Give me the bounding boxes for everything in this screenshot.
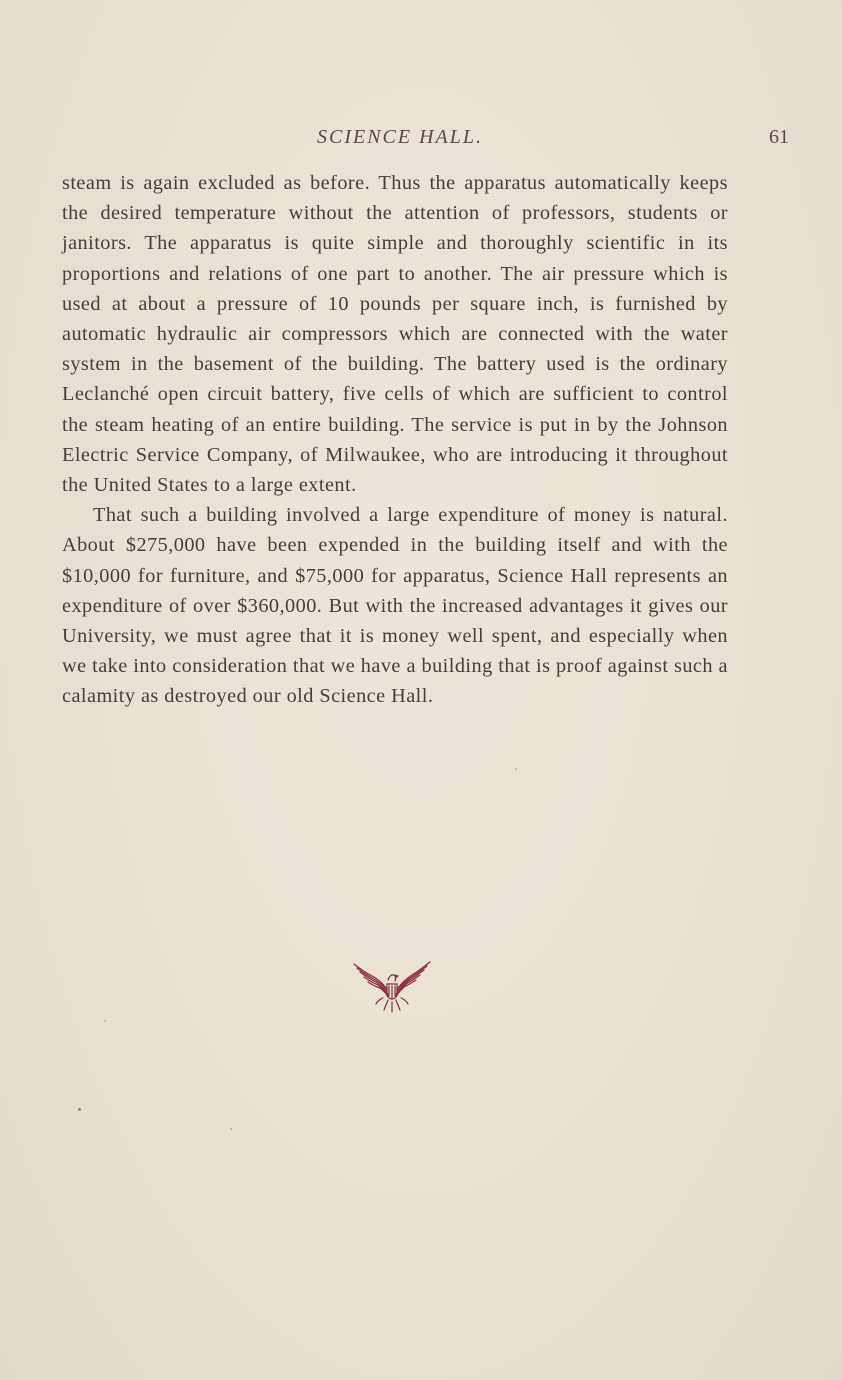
paragraph-1: steam is again excluded as before. Thus the apparatus automatically keeps the desired temperature without the attention of professors, students or janitors. The apparatus is quite simple and thoroughly scientific in its proportions and relations of one part to another. The air pressure which is used at about a pressure of 10 pounds per square inch, is furnished by automatic hydraulic air compressors which are connected with the water system in the basement of the building. The battery used is the ordinary Leclanché open circuit battery, five cells of which are sufficient to control the steam heating of an entire building. The service is put in by the Johnson Electric Service Company, of Milwaukee, who are introducing it throughout the United States to a large extent. <box>62 172 728 497</box>
running-head <box>62 126 789 156</box>
eagle-icon <box>350 958 434 1014</box>
paper-speck <box>515 768 517 770</box>
paper-speck <box>230 1128 232 1130</box>
paper-speck <box>104 1020 106 1022</box>
paper-speck <box>78 1108 81 1111</box>
paragraph-2: That such a building involved a large expenditure of money is natural. About $275,000 have been expended in the building itself and with the $10,000 for furniture, and $75,000 for apparatus, Science Hall represents an expenditure of over $360,000. But with the increased advantages it gives our University, we must agree that it is money well spent, and especially when we take into consideration that we have a building that is proof against such a calamity as destroyed our old Science Hall. <box>62 504 728 708</box>
running-title: SCIENCE HALL. <box>317 126 484 148</box>
page-number: 61 <box>769 126 789 148</box>
body-text <box>62 168 728 712</box>
